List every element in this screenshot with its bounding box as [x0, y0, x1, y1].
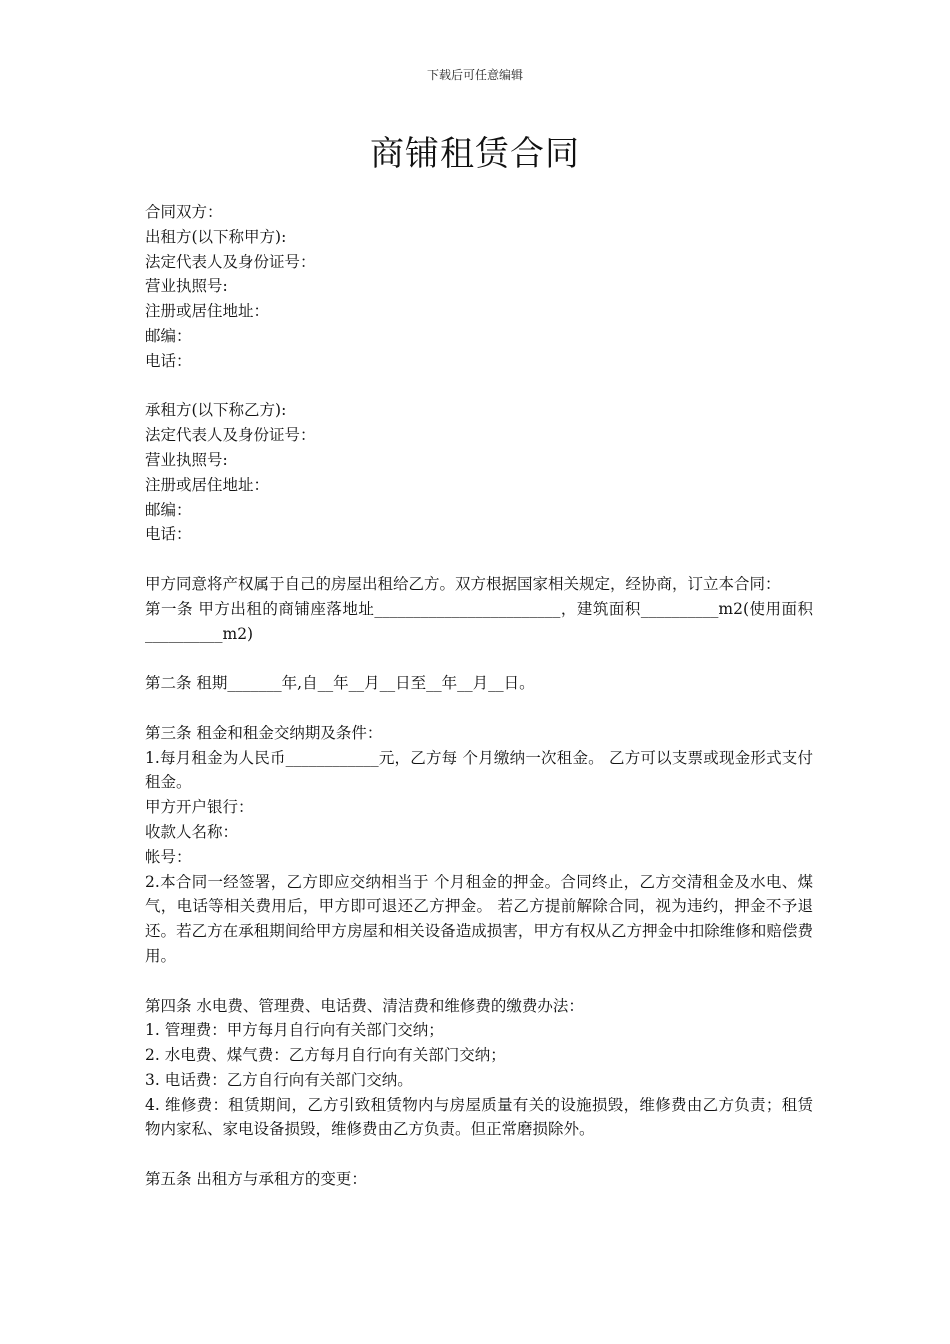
article-1: 第一条 甲方出租的商铺座落地址________________________，建筑面积__________m2(使用面积__________m2): [145, 599, 813, 643]
intro-paragraph: 甲方同意将产权属于自己的房屋出租给乙方。双方根据国家相关规定，经协商，订立本合同：: [145, 574, 781, 593]
article-3-bank: 甲方开户银行：: [145, 798, 254, 817]
article-4-item-4: 4. 维修费：租赁期间，乙方引致租赁物内与房屋质量有关的设施损毁，维修费由乙方负责；租赁物内家私、家电设备损毁，维修费由乙方负责。但正常磨损除外。: [145, 1095, 813, 1139]
article-4-item-2: 2. 水电费、煤气费：乙方每月自行向有关部门交纳；: [145, 1046, 506, 1065]
article-3-item-2: 2.本合同一经签署，乙方即应交纳相当于 个月租金的押金。合同终止，乙方交清租金及水电、煤气，电话等相关费用后，甲方即可退还乙方押金。 若乙方提前解除合同，视为违约，押金不予退还。若乙方在承租期间给甲方房屋和相关设备造成损害，甲方有权从乙方押金中扣除维修和赔偿费用。: [145, 872, 813, 965]
lessee-label: 承租方(以下称乙方):: [145, 401, 287, 420]
article-5-heading: 第五条 出租方与承租方的变更：: [145, 1170, 367, 1189]
lessor-phone: 电话：: [145, 351, 192, 370]
article-4-heading: 第四条 水电费、管理费、电话费、清洁费和维修费的缴费办法：: [145, 996, 584, 1015]
document-body: [145, 200, 813, 1192]
parties-heading: 合同双方：: [145, 203, 223, 221]
article-3-payee: 收款人名称：: [145, 822, 239, 841]
lessor-postcode: 邮编：: [145, 326, 192, 345]
lessor-rep: 法定代表人及身份证号：: [145, 252, 316, 271]
article-3-heading: 第三条 租金和租金交纳期及条件：: [145, 723, 383, 742]
header-note: 下载后可任意编辑: [426, 68, 523, 82]
lessee-phone: 电话：: [145, 525, 192, 544]
lessor-license: 营业执照号:: [145, 277, 228, 296]
lessee-license: 营业执照号:: [145, 450, 228, 469]
article-4-item-1: 1. 管理费：甲方每月自行向有关部门交纳；: [145, 1021, 444, 1040]
article-4-item-3: 3. 电话费：乙方自行向有关部门交纳。: [145, 1070, 413, 1089]
article-3-item-1: 1.每月租金为人民币____________元，乙方每 个月缴纳一次租金。 乙方可以支票或现金形式支付租金。: [145, 748, 813, 792]
article-3-account: 帐号：: [145, 847, 192, 866]
lessee-postcode: 邮编：: [145, 500, 192, 519]
lessor-address: 注册或居住地址：: [145, 302, 270, 321]
lessee-address: 注册或居住地址：: [145, 475, 270, 494]
lessor-label: 出租方(以下称甲方):: [145, 227, 287, 246]
article-2: 第二条 租期_______年,自__年__月__日至__年__月__日。: [145, 674, 535, 693]
document-title: 商铺租赁合同: [370, 134, 580, 174]
lessee-rep: 法定代表人及身份证号：: [145, 426, 316, 445]
